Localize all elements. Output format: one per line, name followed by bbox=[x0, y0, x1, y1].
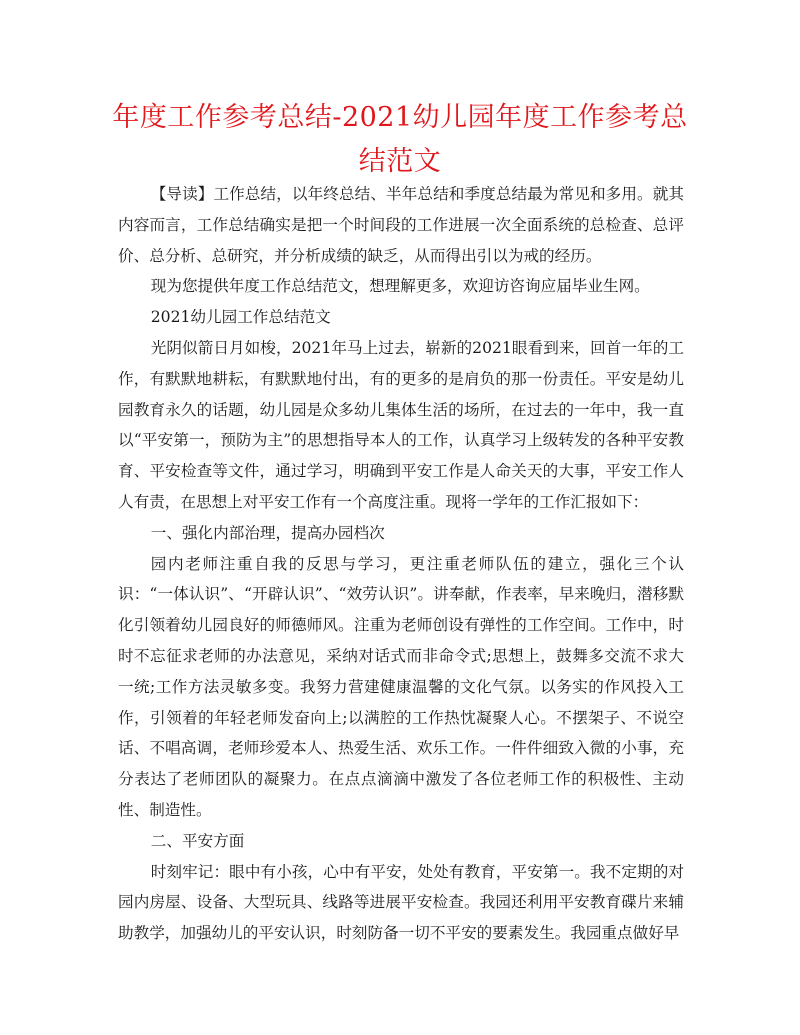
sample-heading: 2021幼儿园工作总结范文 bbox=[150, 308, 331, 327]
management-paragraph: 园内老师注重自我的反思与学习，更注重老师队伍的建立，强化三个认识：“一体认识”、“开辟认识”、“效劳认识”。讲奉献，作表率，早来晚归，潜移默化引领着幼儿园良好的师德师风。注重为老师创设有弹性的工作空间。工作中，时时不忘征求老师的办法意见，采纳对话式而非命令式;思想上，鼓舞多交流不求大一统;工作方法灵敏多变。我努力营建健康温馨的文化气氛。以务实的作风投入工作，引领着的年轻老师发奋向上;以满腔的工作热忱凝聚人心。不摆架子、不说空话、不唱高调，老师珍爱本人、热爱生活、欢乐工作。一件件细致入微的小事，充分表达了老师团队的凝聚力。在点点滴滴中激发了各位老师工作的积极性、主动性、制造性。 bbox=[118, 554, 684, 819]
intro-paragraph: 【导读】工作总结，以年终总结、半年总结和季度总结最为常见和多用。就其内容而言，工作总结确实是把一个时间段的工作进展一次全面系统的总检查、总评价、总分析、总研究，并分析成绩的缺乏，从而得出引以为戒的经历。 bbox=[118, 185, 684, 265]
safety-paragraph: 时刻牢记：眼中有小孩，心中有平安，处处有教育，平安第一。我不定期的对园内房屋、设备、大型玩具、线路等进展平安检查。我园还利用平安教育碟片来辅助教学，加强幼儿的平安认识，时刻防备一切不平安的要素发生。我园重点做好早 bbox=[118, 862, 684, 943]
document-body bbox=[118, 179, 684, 949]
section-heading-safety: 二、平安方面 bbox=[150, 831, 245, 850]
document-title: 年度工作参考总结-2021幼儿园年度工作参考总结范文 bbox=[112, 102, 688, 177]
section-heading-management: 一、强化内部治理，提高办园档次 bbox=[150, 523, 385, 542]
opening-paragraph: 光阴似箭日月如梭，2021年马上过去，崭新的2021眼看到来，回首一年的工作，有默默地耕耘，有默默地付出，有的更多的是肩负的那一份责任。平安是幼儿园教育永久的话题，幼儿园是众多幼儿集体生活的场所，在过去的一年中，我一直以“平安第一，预防为主”的思想指导本人的工作，认真学习上级转发的各种平安教育、平安检查等文件，通过学习，明确到平安工作是人命关天的大事，平安工作人人有责，在思想上对平安工作有一个高度注重。现将一学年的工作汇报如下： bbox=[118, 338, 684, 511]
offer-paragraph: 现为您提供年度工作总结范文，想理解更多，欢迎访咨询应届毕业生网。 bbox=[150, 277, 650, 296]
